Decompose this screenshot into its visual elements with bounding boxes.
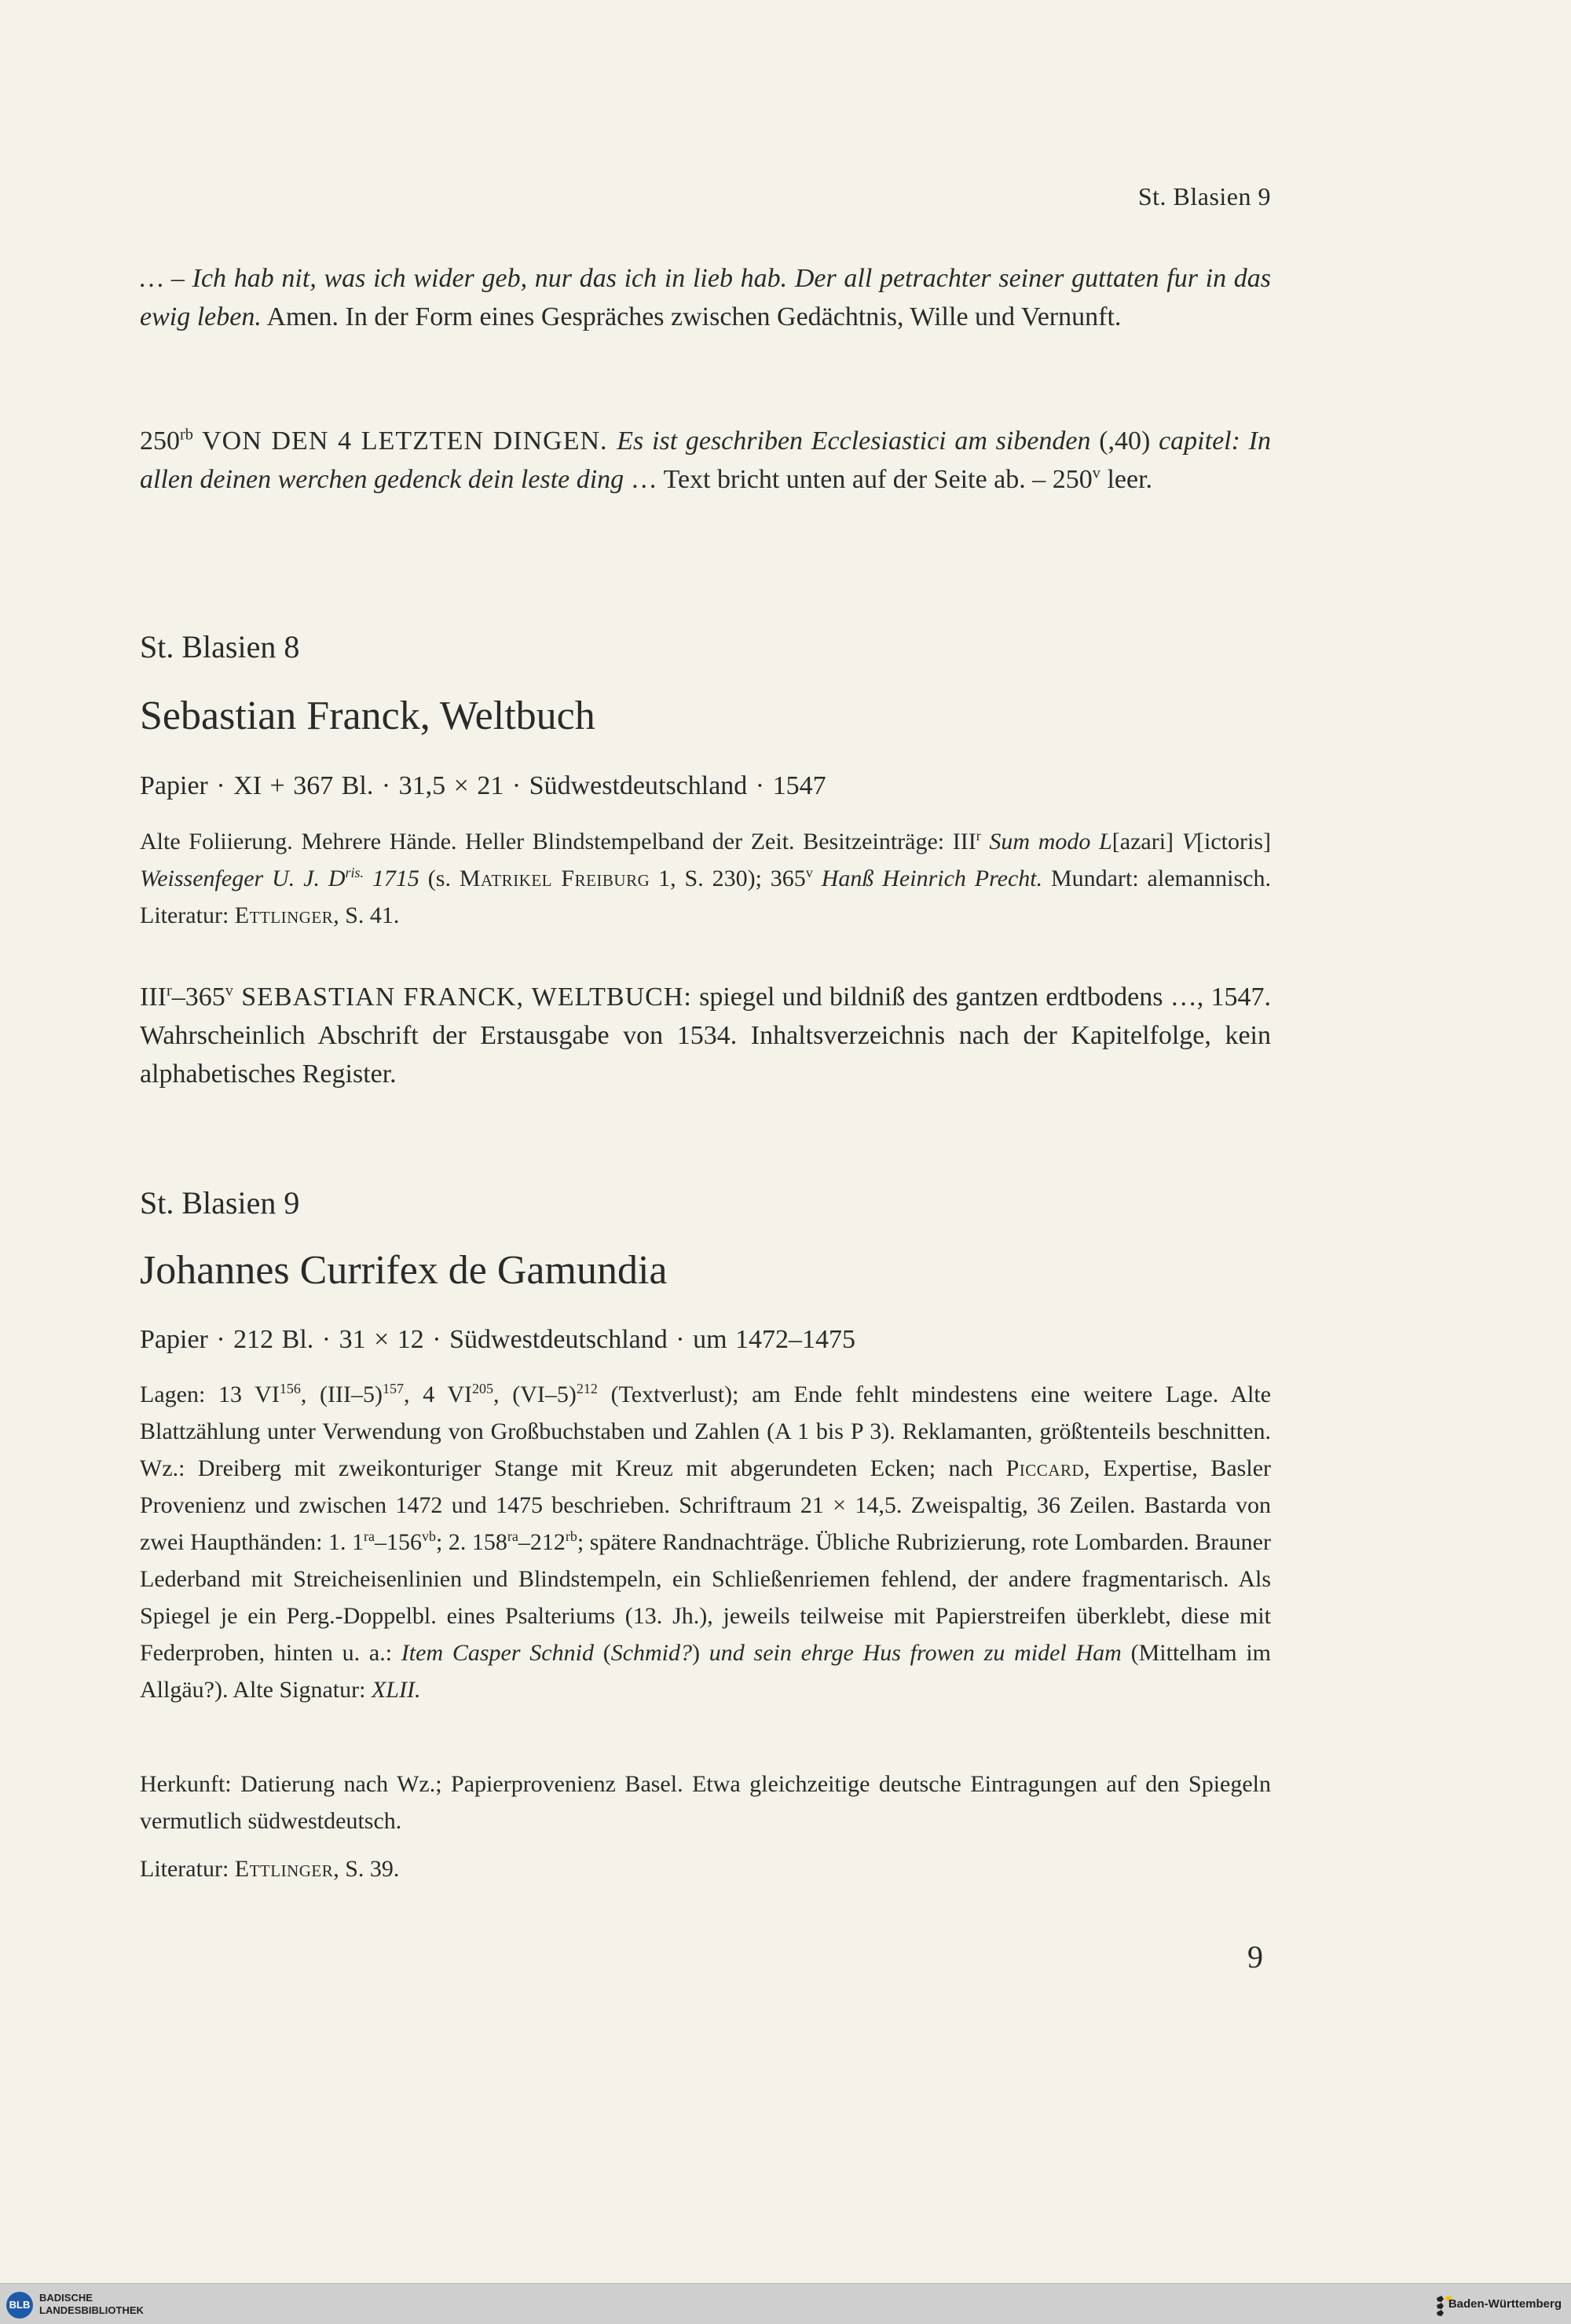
entry9-literature — [140, 1850, 1271, 1887]
entry9-description-text: Lagen: 13 VI$^{156}$, $(III-5)^{157}$, 4 VI$^{205}$, $(VI-5)^{212}$ (Textverlust); am Ende fehlt mindestens eine weitere Lage. Alte Blattzählung unter Verwendung von Großbuchstaben und Zahlen (A 1 bis P 3). Reklamanten, größtenteils beschnitten. Wz.: Dreiberg mit zweikonturiger Stange mit Kreuz mit abgerundeten Ecken; nach Piccard, Expertise, Basler Provenienz und zwischen 1472 und 1475 beschrieben. Schriftraum 21 × 14,5. Zweispaltig, 36 Zeilen. Bastarda von zwei Haupthänden: 1. $1^{ra}-156^{vb}$; 2. $158^{ra}-212^{rb}$; spätere Randnachträge. Übliche Rubrizierung, rote Lombarden. Brauner Lederband mit Streicheisenlinien und Blindstempeln, ein Schließenriemen fehlend, der andere fragmentarisch. Als Spiegel je ein Perg.-Doppelbl. eines Psalteriums (13. Jh.), jeweils teilweise mit Papierstreifen überklebt, diese mit Federproben, hinten u. a.: Item Casper Schnid (Schmid?) und sein ehrge Hus frowen zu midel Ham (Mittelham im Allgäu?). Alte Signatur: XLII. — [140, 1381, 1272, 1703]
entry8-content — [140, 978, 1271, 1093]
blb-logo-icon[interactable]: BLB — [6, 2292, 33, 2319]
entry9-literature-text: Literatur: Ettlinger, S. 39. — [140, 1856, 400, 1882]
blb-name[interactable]: BADISCHE LANDESBIBLIOTHEK — [39, 2292, 144, 2316]
entry8-content-text: III$^r$–365$^v$ SEBASTIAN FRANCK, WELTBUCH: spiegel und bildniß des gantzen erdtbodens …, 1547. Wahrscheinlich Abschrift der Erstausgabe von 1534. Inhaltsverzeichnis nach der Kapitelfolge, kein alphabetisches Register. — [140, 982, 1271, 1089]
intro-section-last-things — [140, 422, 1271, 499]
page-number: 9 — [1247, 1939, 1263, 1974]
entry8-collation: Papier · XI + 367 Bl. · 31,5 × 21 · Südwestdeutschland · 1547 — [140, 771, 826, 800]
intro-paragraph-1: … – Ich hab nit, was ich wider geb, nur das ich in lieb hab. Der all petrachter seiner guttaten fur in das ewig leben. Amen. In der Form eines Gespräches zwischen Gedächtnis, Wille und Vernunft. — [140, 264, 1271, 331]
entry9-siglum: St. Blasien 9 — [140, 1185, 300, 1221]
intro-continuation — [140, 259, 1271, 336]
entry9-description — [140, 1376, 1271, 1708]
entry9-collation: Papier · 212 Bl. · 31 × 12 · Südwestdeutschland · um 1472–1475 — [140, 1325, 856, 1354]
entry9-provenance-text: Herkunft: Datierung nach Wz.; Papierprovenienz Basel. Etwa gleichzeitige deutsche Eintragungen auf den Spiegeln vermutlich südwestdeutsch. — [140, 1771, 1271, 1834]
footer-bar — [0, 2283, 1571, 2324]
entry8-siglum: St. Blasien 8 — [140, 629, 300, 664]
entry8-title: Sebastian Franck, Weltbuch — [140, 694, 595, 738]
intro-paragraph-2: $250^{rb}$ VON DEN 4 LETZTEN DINGEN. Es ist geschriben Ecclesiastici am sibenden (,40) capitel: In allen deinen werchen gedenck dein leste ding … Text bricht unten auf der Seite ab. – 250$^v$ leer. — [140, 426, 1271, 494]
entry8-description — [140, 823, 1271, 934]
entry9-provenance — [140, 1766, 1271, 1839]
running-head: St. Blasien 9 — [1137, 182, 1271, 210]
baden-wuerttemberg-name[interactable]: Baden-Württemberg — [1448, 2297, 1562, 2311]
entry8-description-text: Alte Foliierung. Mehrere Hände. Heller Blindstempelband der Zeit. Besitzeinträge: III$^r$ Sum modo L[azari] V[ictoris] Weissenfeger U. J. $D^{ris.}$ 1715 (s. Matrikel Freiburg 1, S. 230); 365$^v$ Hanß Heinrich Precht. Mundart: alemannisch. Literatur: Ettlinger, S. 41. — [140, 828, 1271, 928]
entry9-title: Johannes Currifex de Gamundia — [140, 1248, 668, 1293]
